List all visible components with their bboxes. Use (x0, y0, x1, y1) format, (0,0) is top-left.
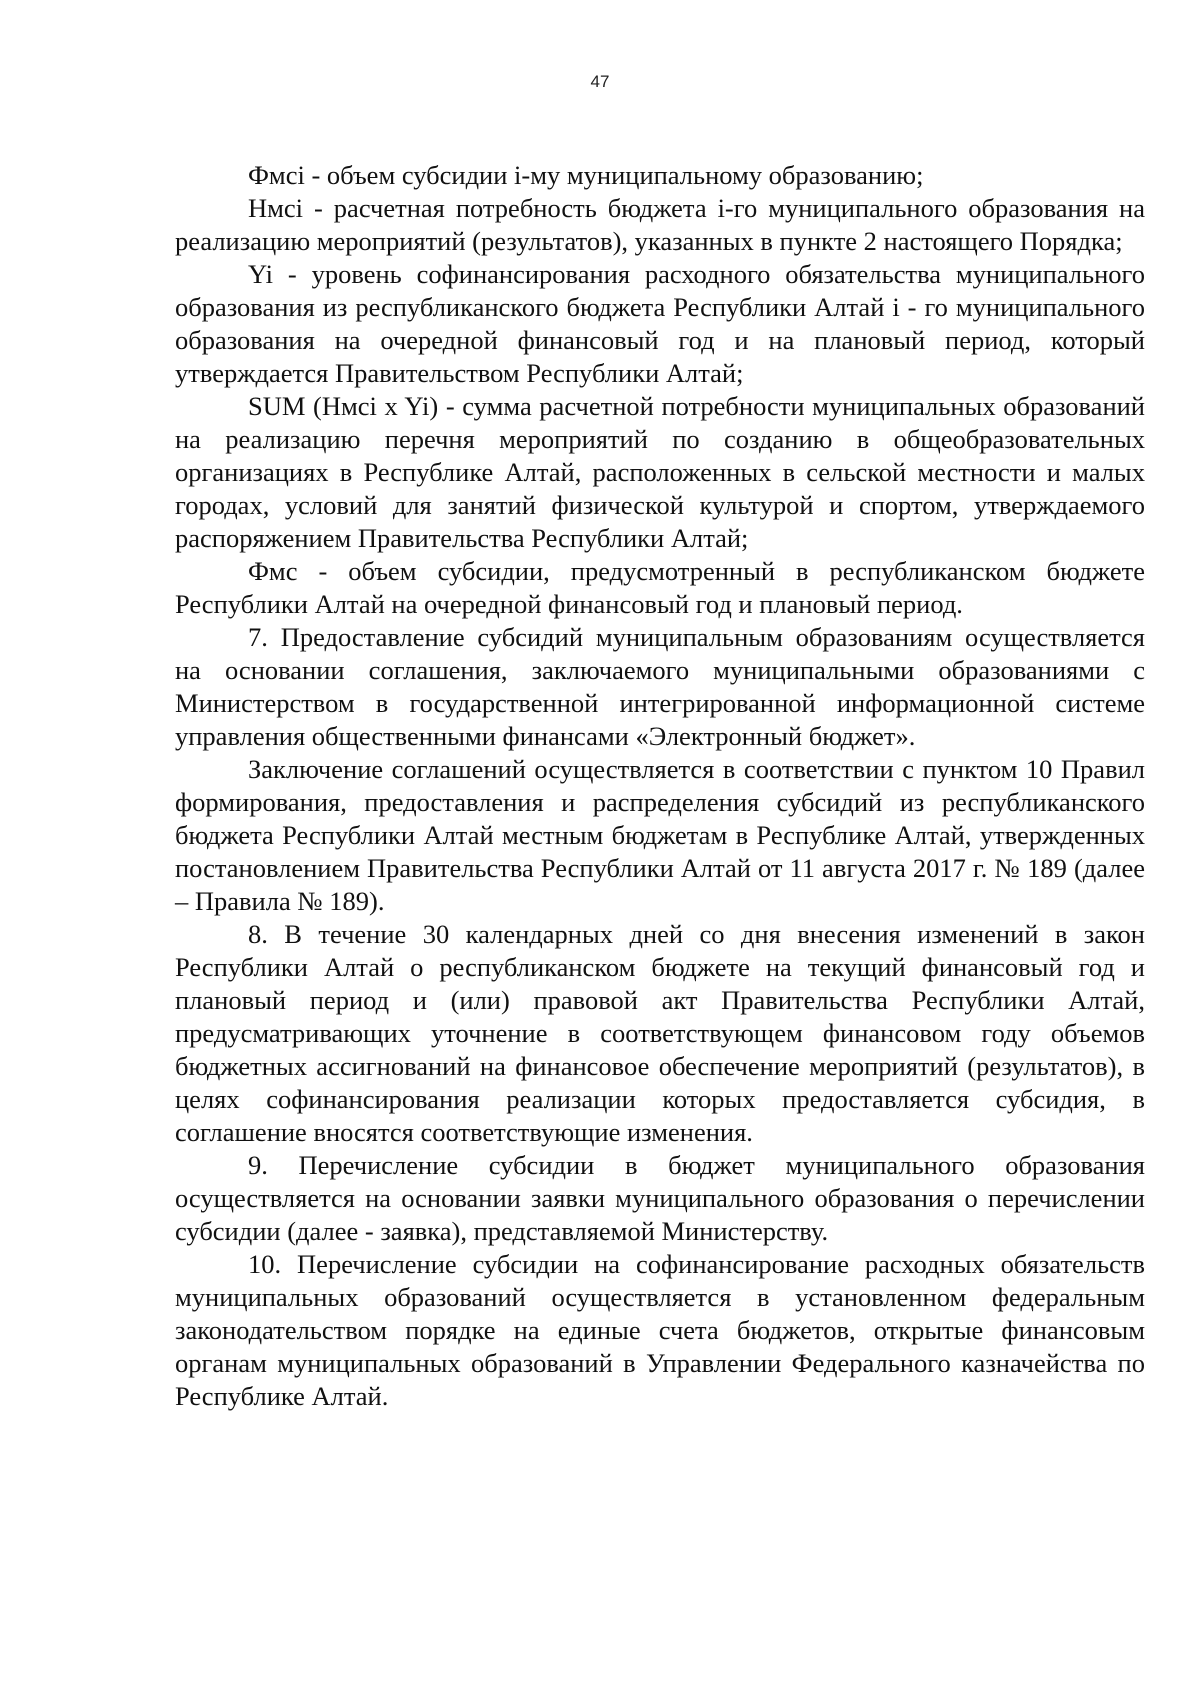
paragraph-item-8: 8. В течение 30 календарных дней со дня внесения изменений в закон Республики Алтай о республиканском бюджете на текущий финансовый год и плановый период и (или) правовой акт Правительства Республики Алтай, предусматривающих уточнение в соответствующем финансовом году объемов бюджетных ассигнований на финансовое обеспечение мероприятий (результатов), в целях софинансирования реализации которых предоставляется субсидия, в соглашение вносятся соответствующие изменения. (175, 919, 1145, 1147)
page-number: 47 (590, 72, 610, 91)
paragraph-item-9: 9. Перечисление субсидии в бюджет муниципального образования осуществляется на основании заявки муниципального образования о перечислении субсидии (далее - заявка), представляемой Министерству. (175, 1150, 1145, 1246)
paragraph-nmsi-definition: Нмсi - расчетная потребность бюджета i-го муниципального образования на реализацию мероприятий (результатов), указанных в пункте 2 настоящего Порядка; (175, 193, 1145, 256)
paragraph-fms-definition: Фмс - объем субсидии, предусмотренный в республиканском бюджете Республики Алтай на очередной финансовый год и плановый период. (175, 556, 1145, 619)
paragraph-sum-definition: SUM (Нмсi x Yi) - сумма расчетной потребности муниципальных образований на реализацию перечня мероприятий по созданию в общеобразовательных организациях в Республике Алтай, расположенных в сельской местности и малых городах, условий для занятий физической культурой и спортом, утверждаемого распоряжением Правительства Республики Алтай; (175, 391, 1145, 553)
document-body (175, 159, 1145, 1413)
paragraph-fmsi-definition: Фмсi - объем субсидии i-му муниципальному образованию; (248, 160, 924, 190)
paragraph-item-7: 7. Предоставление субсидий муниципальным образованиям осуществляется на основании соглашения, заключаемого муниципальными образованиями с Министерством в государственной интегрированной информационной системе управления общественными финансами «Электронный бюджет». (175, 622, 1145, 751)
paragraph-yi-definition: Yi - уровень софинансирования расходного обязательства муниципального образования из республиканского бюджета Республики Алтай i - го муниципального образования на очередной финансовый год и на плановый период, который утверждается Правительством Республики Алтай; (175, 259, 1145, 388)
paragraph-item-10: 10. Перечисление субсидии на софинансирование расходных обязательств муниципальных образований осуществляется в установленном федеральным законодательством порядке на единые счета бюджетов, открытые финансовым органам муниципальных образований в Управлении Федерального казначейства по Республике Алтай. (175, 1249, 1145, 1411)
paragraph-agreement-conclusion: Заключение соглашений осуществляется в соответствии с пунктом 10 Правил формирования, предоставления и распределения субсидий из республиканского бюджета Республики Алтай местным бюджетам в Республике Алтай, утвержденных постановлением Правительства Республики Алтай от 11 августа 2017 г. № 189 (далее – Правила № 189). (175, 754, 1145, 916)
